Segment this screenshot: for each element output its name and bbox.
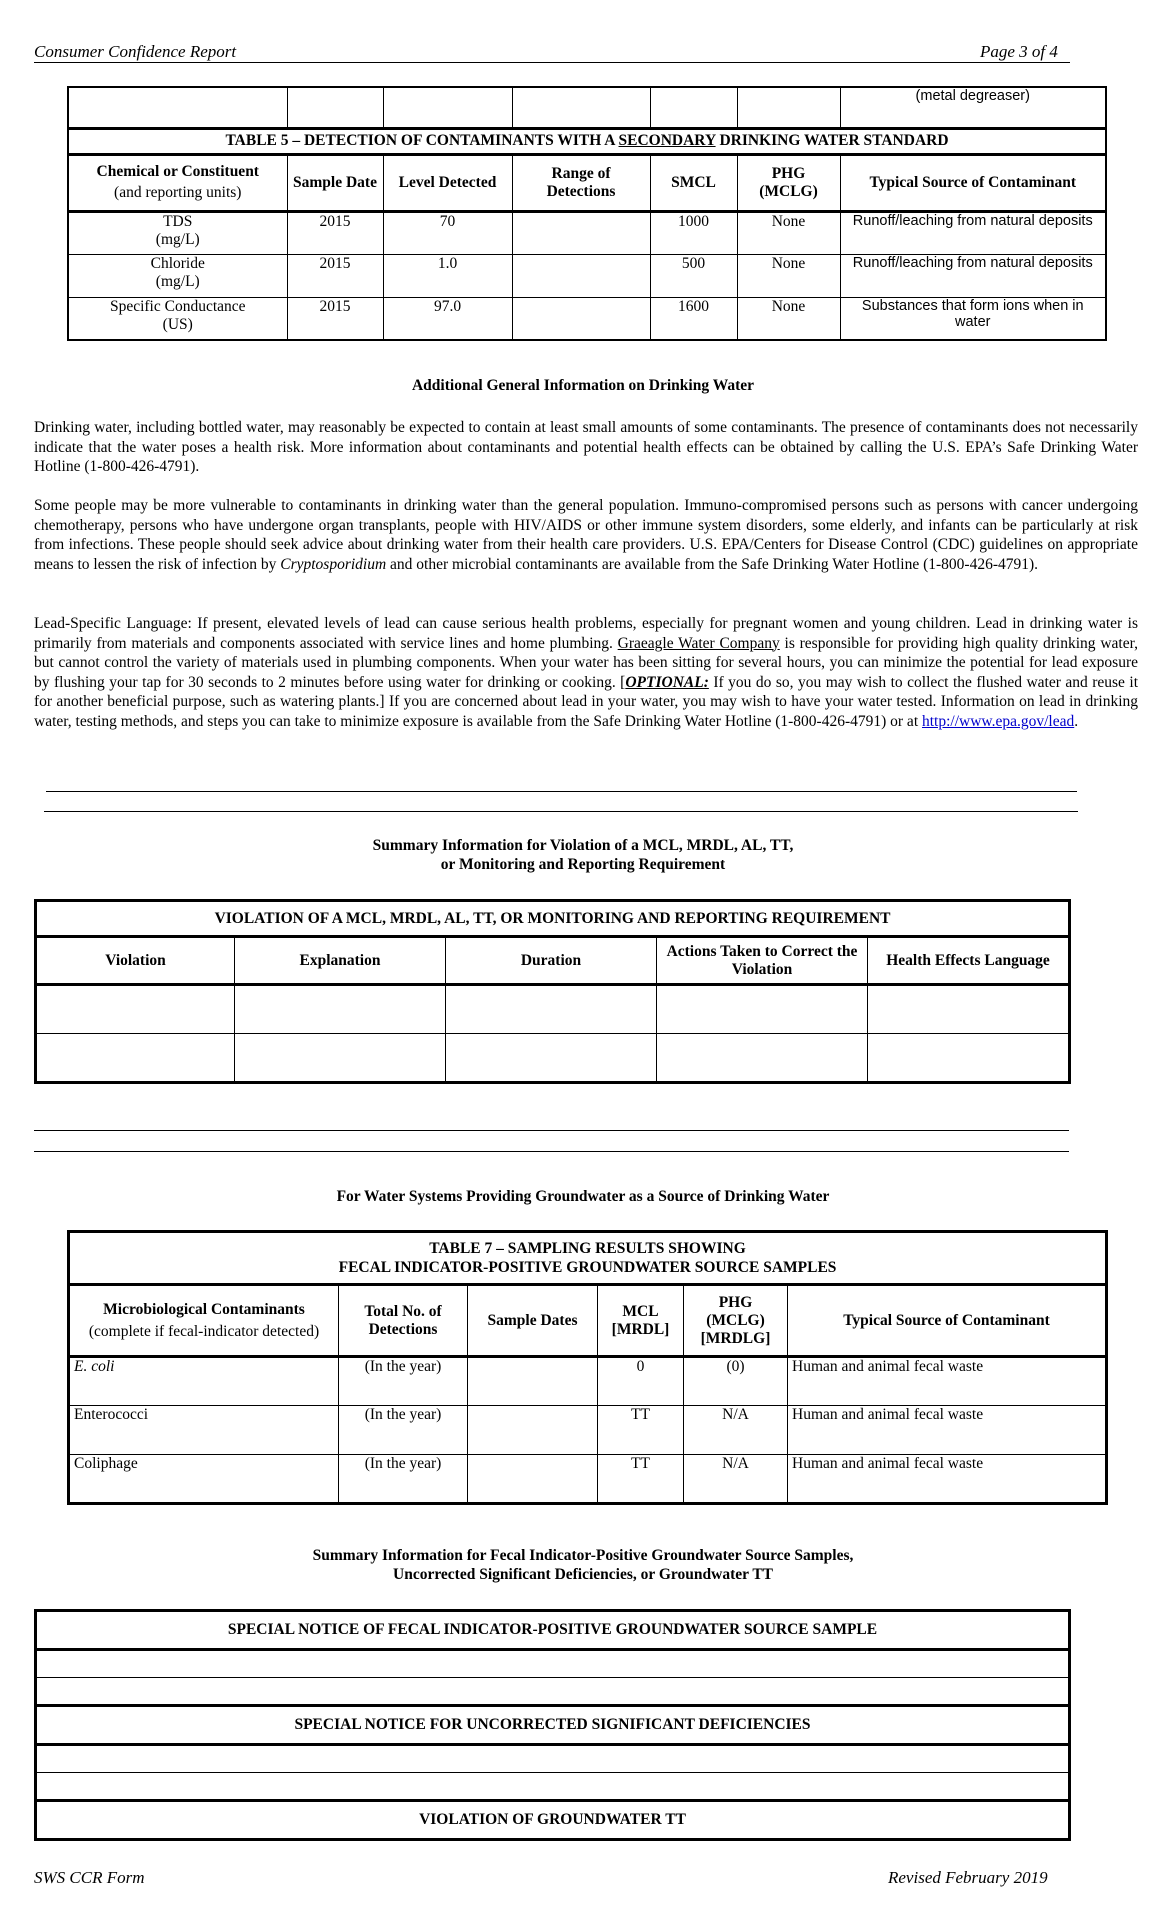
divider-line (46, 791, 1077, 792)
cell-mcl: TT (598, 1406, 684, 1455)
cell-total: (In the year) (339, 1357, 468, 1406)
header-rule (34, 62, 1070, 63)
cell-level: 70 (383, 211, 512, 254)
empty-cell[interactable] (235, 985, 446, 1034)
table-row (68, 297, 1106, 340)
col-mcl: MCL [MRDL] (598, 1285, 684, 1357)
divider-line (44, 811, 1078, 812)
col-level-detected: Level Detected (383, 154, 512, 211)
col-source: Typical Source of Contaminant (788, 1285, 1107, 1357)
cell-source: Substances that form ions when in water (840, 297, 1106, 340)
cell-range (512, 297, 650, 340)
info-paragraph-1: Drinking water, including bottled water, may reasonably be expected to contain at least small amounts of some contaminants. The presence of contaminants does not necessarily indicate that the water poses a health risk. More information about contaminants and potential health effects can be obtained by calling the U.S. EPA’s Safe Drinking Water Hotline (1-800-426-4791). (34, 419, 1138, 476)
cell-source: Runoff/leaching from natural deposits (840, 254, 1106, 297)
col-health-effects: Health Effects Language (868, 937, 1070, 985)
col-sample-dates: Sample Dates (468, 1285, 598, 1357)
cell-range (512, 254, 650, 297)
col-micro (69, 1285, 339, 1357)
cell-contaminant: E. coli (69, 1357, 339, 1406)
table-5-title (68, 128, 1106, 154)
cell-mcl: 0 (598, 1357, 684, 1406)
col-violation: Violation (36, 937, 235, 985)
divider-line (34, 1151, 1069, 1152)
carryover-source: (metal degreaser) (840, 87, 1106, 128)
cell-contaminant: Enterococci (69, 1406, 339, 1455)
table-row (69, 1357, 1107, 1406)
cell-phg: None (737, 254, 840, 297)
additional-info-heading: Additional General Information on Drinking Water (411, 377, 755, 394)
divider-line (34, 1130, 1069, 1131)
chemical-units: (mg/L) (155, 272, 200, 290)
col-chemical (68, 154, 287, 211)
cell-source: Human and animal fecal waste (788, 1406, 1107, 1455)
p3-text-b: is responsible for providing high quality drinking water, but cannot control the variety of materials used in plumbing components. When your water has been sitting for several hours, you can minimize the potential for lead exposure by flushing your tap for 30 seconds to 2 minutes before using water for drinking or cooking. [ (34, 634, 1138, 691)
col-source: Typical Source of Contaminant (840, 154, 1106, 211)
table-row (68, 211, 1106, 254)
cell-phg: N/A (684, 1455, 788, 1504)
cell-total: (In the year) (339, 1455, 468, 1504)
empty-cell[interactable] (657, 1034, 868, 1083)
cell-source: Runoff/leaching from natural deposits (840, 211, 1106, 254)
cell-phg: None (737, 211, 840, 254)
table-5-carryover-row (68, 87, 1106, 128)
notice-fecal-title: SPECIAL NOTICE OF FECAL INDICATOR-POSITIVE GROUNDWATER SOURCE SAMPLE (36, 1611, 1070, 1650)
footer-revision: Revised February 2019 (888, 1868, 1048, 1887)
cell-contaminant: Coliphage (69, 1455, 339, 1504)
empty-cell[interactable] (868, 985, 1070, 1034)
table-5-title-underlined: SECONDARY (618, 132, 716, 149)
info-paragraph-2 (34, 496, 1138, 574)
table-7-title-2: FECAL INDICATOR-POSITIVE GROUNDWATER SOURCE SAMPLES (338, 1259, 837, 1276)
table-5 (67, 86, 1107, 341)
chemical-name: TDS (163, 212, 193, 230)
p3-end: . (1074, 712, 1079, 730)
notice-deficiencies-title: SPECIAL NOTICE FOR UNCORRECTED SIGNIFICANT DEFICIENCIES (36, 1706, 1070, 1745)
violation-summary-heading-1: Summary Information for Violation of a MCL, MRDL, AL, TT, (372, 837, 794, 854)
chemical-units: (US) (162, 315, 193, 333)
notice-deficiencies-line[interactable] (36, 1773, 1070, 1801)
page-number: Page 3 of 4 (980, 42, 1058, 61)
violation-header-row (36, 937, 1070, 985)
header-title: Consumer Confidence Report (34, 42, 237, 61)
footer-form-name: SWS CCR Form (34, 1868, 145, 1887)
cell-range (512, 211, 650, 254)
cell-date: 2015 (287, 297, 383, 340)
optional-label: OPTIONAL: (625, 673, 709, 691)
cell-phg: (0) (684, 1357, 788, 1406)
table-7-title-1: TABLE 7 – SAMPLING RESULTS SHOWING (429, 1240, 746, 1257)
table-row (69, 1406, 1107, 1455)
empty-cell[interactable] (235, 1034, 446, 1083)
cell-mcl: TT (598, 1455, 684, 1504)
col-smcl: SMCL (650, 154, 737, 211)
cell-source: Human and animal fecal waste (788, 1357, 1107, 1406)
cell-source: Human and animal fecal waste (788, 1455, 1107, 1504)
notice-groundwater-tt-title: VIOLATION OF GROUNDWATER TT (36, 1801, 1070, 1840)
notice-deficiencies-line[interactable] (36, 1745, 1070, 1773)
col-micro-sub: (complete if fecal-indicator detected) (88, 1322, 320, 1340)
cell-chemical (68, 254, 287, 297)
empty-cell[interactable] (446, 1034, 657, 1083)
empty-cell[interactable] (36, 1034, 235, 1083)
p2-italic: Cryptosporidium (280, 555, 387, 573)
cell-total: (In the year) (339, 1406, 468, 1455)
cell-phg: N/A (684, 1406, 788, 1455)
table-7 (67, 1230, 1108, 1505)
table-row (68, 254, 1106, 297)
table-row (69, 1455, 1107, 1504)
cell-date: 2015 (287, 254, 383, 297)
col-micro-label: Microbiological Contaminants (103, 1300, 305, 1318)
violation-table-title: VIOLATION OF A MCL, MRDL, AL, TT, OR MONITORING AND REPORTING REQUIREMENT (36, 901, 1070, 937)
empty-cell[interactable] (446, 985, 657, 1034)
chemical-units: (mg/L) (155, 230, 200, 248)
col-chemical-label: Chemical or Constituent (96, 163, 259, 180)
notice-fecal-line[interactable] (36, 1650, 1070, 1678)
p3-text-a: Lead-Specific Language: If present, elevated levels of lead can cause serious health problems, especially for pregnant women and young children. Lead in drinking water is primarily from materials and components associated with service lines and home plumbing. (34, 615, 1138, 652)
info-paragraph-lead (34, 614, 1138, 732)
cell-dates (468, 1357, 598, 1406)
groundwater-heading: For Water Systems Providing Groundwater as a Source of Drinking Water (336, 1188, 830, 1205)
water-company-name: Graeagle Water Company (617, 634, 780, 652)
table-row (36, 985, 1070, 1034)
chemical-name: Chloride (150, 254, 205, 272)
violation-summary-heading-2: or Monitoring and Reporting Requirement (440, 856, 726, 873)
violation-table (34, 899, 1071, 1084)
fecal-summary-heading-1: Summary Information for Fecal Indicator-Positive Groundwater Source Samples, (312, 1547, 854, 1564)
table-5-header-row (68, 154, 1106, 211)
cell-chemical (68, 211, 287, 254)
cell-phg: None (737, 297, 840, 340)
fecal-summary-heading-2: Uncorrected Significant Deficiencies, or Groundwater TT (393, 1566, 773, 1583)
p2-text-b: and other microbial contaminants are available from the Safe Drinking Water Hotline (1-800-426-4791). (386, 555, 1039, 573)
cell-chemical (68, 297, 287, 340)
cell-smcl: 500 (650, 254, 737, 297)
col-sample-date: Sample Date (287, 154, 383, 211)
table-row (36, 1034, 1070, 1083)
empty-cell[interactable] (36, 985, 235, 1034)
col-explanation: Explanation (235, 937, 446, 985)
cell-dates (468, 1406, 598, 1455)
empty-cell[interactable] (657, 985, 868, 1034)
chemical-name: Specific Conductance (109, 297, 246, 315)
epa-lead-link[interactable]: http://www.epa.gov/lead (922, 712, 1075, 730)
table-5-title-a: TABLE 5 – DETECTION OF CONTAMINANTS WITH A (225, 132, 619, 149)
table-7-title (69, 1232, 1107, 1285)
special-notice-table (34, 1609, 1071, 1841)
cell-dates (468, 1455, 598, 1504)
notice-fecal-line[interactable] (36, 1678, 1070, 1706)
col-duration: Duration (446, 937, 657, 985)
table-7-header-row (69, 1285, 1107, 1357)
empty-cell[interactable] (868, 1034, 1070, 1083)
p3-text-c: If you do so, you may wish to collect the flushed water and reuse it for another beneficial purpose, such as watering plants.] If you are concerned about lead in your water, you may wish to have your water tested. Information on lead in drinking water, testing methods, and steps you can take to minimize exposure is available from the Safe Drinking Water Hotline (1-800-426-4791) or at (34, 673, 1138, 730)
table-5-title-b: DRINKING WATER STANDARD (715, 132, 949, 149)
cell-smcl: 1600 (650, 297, 737, 340)
col-chemical-sub: (and reporting units) (114, 184, 242, 201)
p2-text-a: Some people may be more vulnerable to contaminants in drinking water than the general population. Immuno-compromised persons such as persons with cancer undergoing chemotherapy, persons who have undergone organ transplants, people with HIV/AIDS or other immune system disorders, some elderly, and infants can be particularly at risk from infections. These people should seek advice about drinking water from their health care providers. U.S. EPA/Centers for Disease Control (CDC) guidelines on appropriate means to lessen the risk of infection by (34, 497, 1138, 573)
col-actions: Actions Taken to Correct the Violation (657, 937, 868, 985)
cell-level: 97.0 (383, 297, 512, 340)
cell-date: 2015 (287, 211, 383, 254)
col-phg: PHG (MCLG) [MRDLG] (684, 1285, 788, 1357)
cell-smcl: 1000 (650, 211, 737, 254)
col-phg: PHG (MCLG) (737, 154, 840, 211)
col-total-detections: Total No. of Detections (339, 1285, 468, 1357)
cell-level: 1.0 (383, 254, 512, 297)
col-range: Range of Detections (512, 154, 650, 211)
